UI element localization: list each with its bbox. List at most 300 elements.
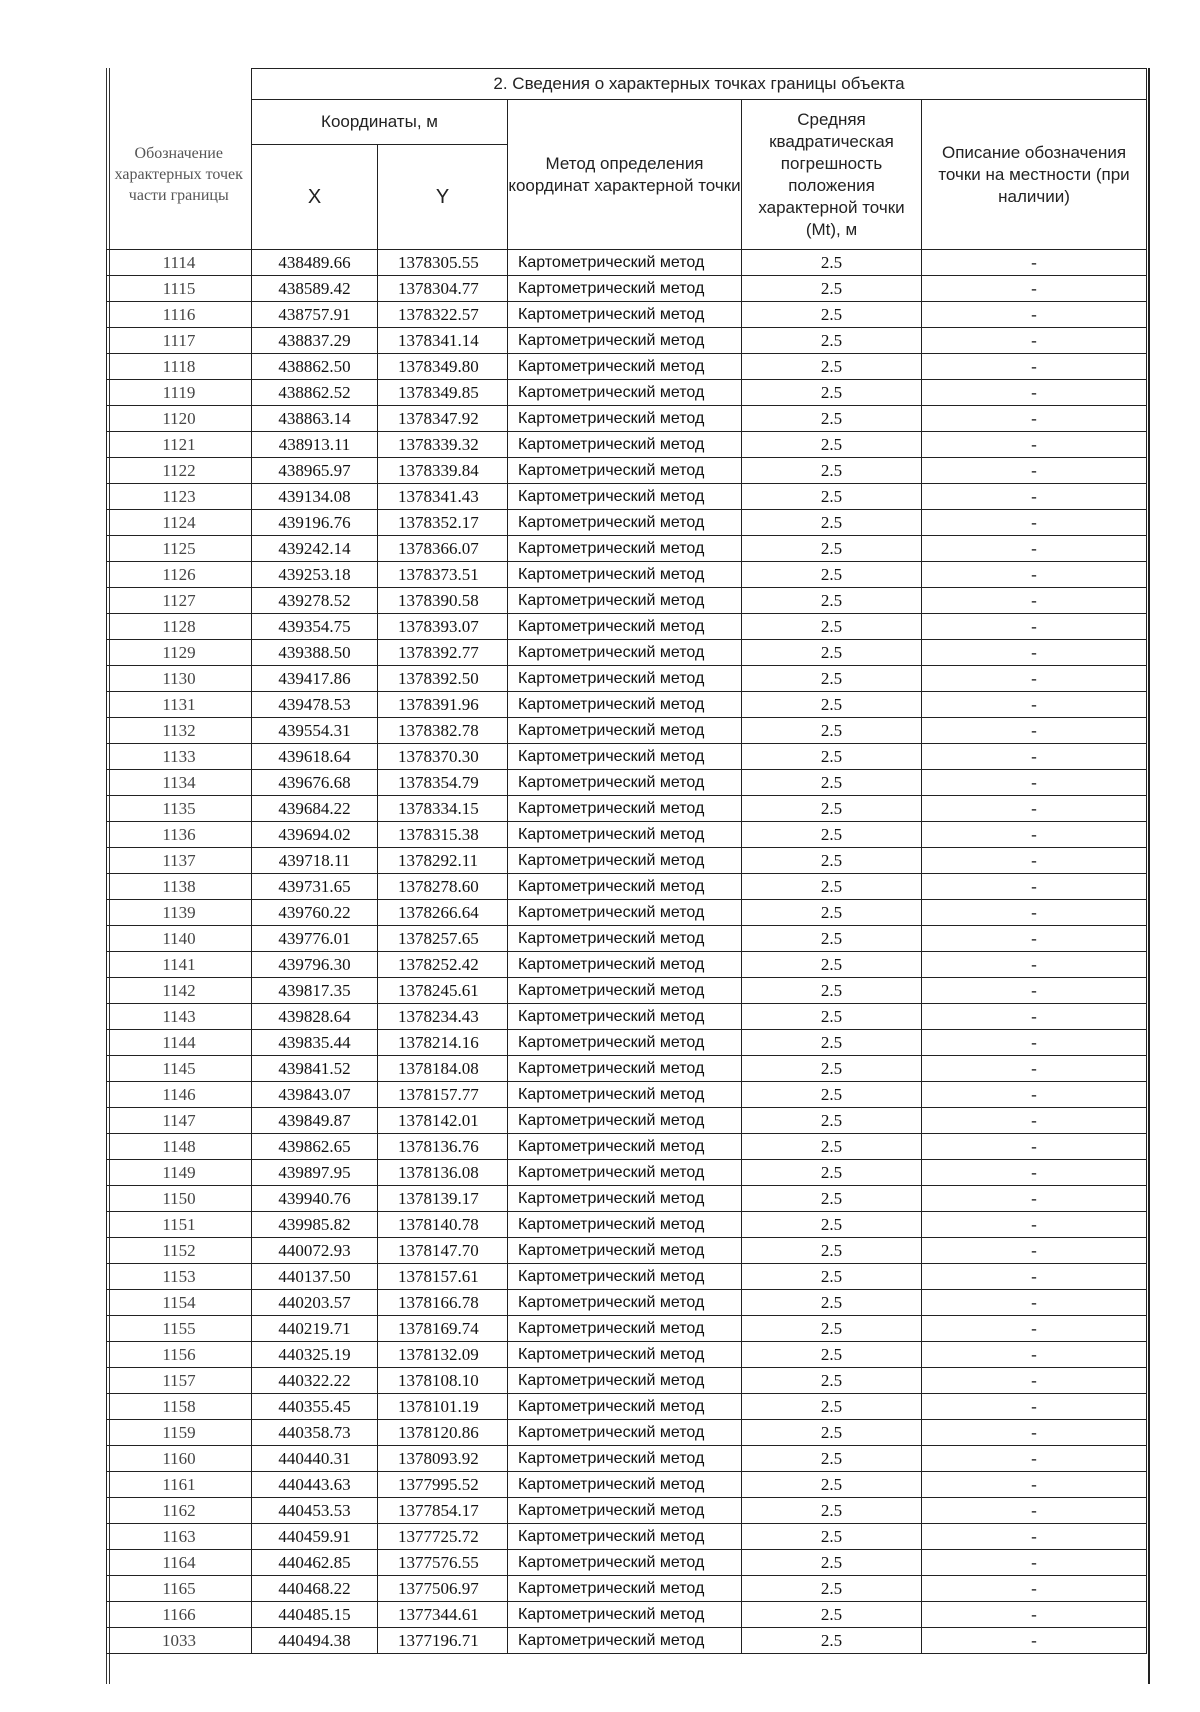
- header-error: Средняя квадратическая погрешность положения характерной точки (Mt), м: [742, 100, 922, 250]
- point-number-cell: 1145: [107, 1056, 252, 1082]
- method-cell: Картометрический метод: [508, 354, 742, 380]
- description-cell: -: [922, 432, 1147, 458]
- description-cell: -: [922, 744, 1147, 770]
- point-number-cell: 1132: [107, 718, 252, 744]
- y-coordinate-cell: 1378305.55: [378, 250, 508, 276]
- point-number-cell: 1137: [107, 848, 252, 874]
- error-cell: 2.5: [742, 1290, 922, 1316]
- description-cell: -: [922, 1628, 1147, 1654]
- y-coordinate-cell: 1378382.78: [378, 718, 508, 744]
- point-number-cell: 1163: [107, 1524, 252, 1550]
- error-cell: 2.5: [742, 796, 922, 822]
- x-coordinate-cell: 440203.57: [252, 1290, 378, 1316]
- method-cell: Картометрический метод: [508, 1082, 742, 1108]
- table-row: [107, 770, 1147, 796]
- table-row: [107, 1628, 1147, 1654]
- method-cell: Картометрический метод: [508, 770, 742, 796]
- x-coordinate-cell: 440443.63: [252, 1472, 378, 1498]
- y-coordinate-cell: 1378169.74: [378, 1316, 508, 1342]
- x-coordinate-cell: 438489.66: [252, 250, 378, 276]
- point-number-cell: 1138: [107, 874, 252, 900]
- y-coordinate-cell: 1377854.17: [378, 1498, 508, 1524]
- x-coordinate-cell: 440440.31: [252, 1446, 378, 1472]
- description-cell: -: [922, 1316, 1147, 1342]
- point-number-cell: 1147: [107, 1108, 252, 1134]
- point-number-cell: 1146: [107, 1082, 252, 1108]
- table-row: [107, 978, 1147, 1004]
- description-cell: -: [922, 406, 1147, 432]
- y-coordinate-cell: 1378304.77: [378, 276, 508, 302]
- x-coordinate-cell: 439940.76: [252, 1186, 378, 1212]
- description-cell: -: [922, 510, 1147, 536]
- x-coordinate-cell: 439478.53: [252, 692, 378, 718]
- point-number-cell: 1166: [107, 1602, 252, 1628]
- method-cell: Картометрический метод: [508, 1134, 742, 1160]
- description-cell: -: [922, 1446, 1147, 1472]
- description-cell: -: [922, 1576, 1147, 1602]
- y-coordinate-cell: 1378234.43: [378, 1004, 508, 1030]
- point-number-cell: 1127: [107, 588, 252, 614]
- error-cell: 2.5: [742, 510, 922, 536]
- y-coordinate-cell: 1378278.60: [378, 874, 508, 900]
- table-row: [107, 302, 1147, 328]
- x-coordinate-cell: 439134.08: [252, 484, 378, 510]
- point-number-cell: 1141: [107, 952, 252, 978]
- x-coordinate-cell: 440462.85: [252, 1550, 378, 1576]
- y-coordinate-cell: 1378108.10: [378, 1368, 508, 1394]
- y-coordinate-cell: 1378339.84: [378, 458, 508, 484]
- point-number-cell: 1131: [107, 692, 252, 718]
- x-coordinate-cell: 438757.91: [252, 302, 378, 328]
- y-coordinate-cell: 1378392.77: [378, 640, 508, 666]
- y-coordinate-cell: 1378214.16: [378, 1030, 508, 1056]
- description-cell: -: [922, 874, 1147, 900]
- y-coordinate-cell: 1378370.30: [378, 744, 508, 770]
- table-row: [107, 796, 1147, 822]
- description-cell: -: [922, 1030, 1147, 1056]
- y-coordinate-cell: 1378142.01: [378, 1108, 508, 1134]
- error-cell: 2.5: [742, 640, 922, 666]
- y-coordinate-cell: 1378157.77: [378, 1082, 508, 1108]
- y-coordinate-cell: 1378349.80: [378, 354, 508, 380]
- method-cell: Картометрический метод: [508, 1186, 742, 1212]
- point-number-cell: 1134: [107, 770, 252, 796]
- y-coordinate-cell: 1378393.07: [378, 614, 508, 640]
- point-number-cell: 1143: [107, 1004, 252, 1030]
- x-coordinate-cell: 440325.19: [252, 1342, 378, 1368]
- y-coordinate-cell: 1378184.08: [378, 1056, 508, 1082]
- table-row: [107, 328, 1147, 354]
- method-cell: Картометрический метод: [508, 588, 742, 614]
- point-number-cell: 1148: [107, 1134, 252, 1160]
- method-cell: Картометрический метод: [508, 1238, 742, 1264]
- error-cell: 2.5: [742, 380, 922, 406]
- error-cell: 2.5: [742, 328, 922, 354]
- error-cell: 2.5: [742, 718, 922, 744]
- description-cell: -: [922, 1524, 1147, 1550]
- y-coordinate-cell: 1378101.19: [378, 1394, 508, 1420]
- method-cell: Картометрический метод: [508, 744, 742, 770]
- table-row: [107, 874, 1147, 900]
- error-cell: 2.5: [742, 536, 922, 562]
- y-coordinate-cell: 1378245.61: [378, 978, 508, 1004]
- description-cell: -: [922, 328, 1147, 354]
- method-cell: Картометрический метод: [508, 1446, 742, 1472]
- x-coordinate-cell: 439843.07: [252, 1082, 378, 1108]
- point-number-cell: 1116: [107, 302, 252, 328]
- x-coordinate-cell: 439676.68: [252, 770, 378, 796]
- point-number-cell: 1124: [107, 510, 252, 536]
- table-row: [107, 1108, 1147, 1134]
- header-coordinates: Координаты, м: [252, 100, 508, 145]
- x-coordinate-cell: 440072.93: [252, 1238, 378, 1264]
- point-number-cell: 1133: [107, 744, 252, 770]
- method-cell: Картометрический метод: [508, 1420, 742, 1446]
- table-row: [107, 406, 1147, 432]
- method-cell: Картометрический метод: [508, 1394, 742, 1420]
- point-number-cell: 1114: [107, 250, 252, 276]
- error-cell: 2.5: [742, 1576, 922, 1602]
- y-coordinate-cell: 1378252.42: [378, 952, 508, 978]
- point-number-cell: 1129: [107, 640, 252, 666]
- header-y: Y: [378, 145, 508, 250]
- error-cell: 2.5: [742, 1602, 922, 1628]
- table-row: [107, 822, 1147, 848]
- error-cell: 2.5: [742, 848, 922, 874]
- method-cell: Картометрический метод: [508, 1056, 742, 1082]
- method-cell: Картометрический метод: [508, 406, 742, 432]
- y-coordinate-cell: 1378339.32: [378, 432, 508, 458]
- x-coordinate-cell: 439684.22: [252, 796, 378, 822]
- table-row: [107, 1004, 1147, 1030]
- description-cell: -: [922, 562, 1147, 588]
- table-row: [107, 926, 1147, 952]
- table-row: [107, 1472, 1147, 1498]
- y-coordinate-cell: 1378322.57: [378, 302, 508, 328]
- error-cell: 2.5: [742, 744, 922, 770]
- method-cell: Картометрический метод: [508, 796, 742, 822]
- error-cell: 2.5: [742, 1316, 922, 1342]
- x-coordinate-cell: 438913.11: [252, 432, 378, 458]
- y-coordinate-cell: 1378334.15: [378, 796, 508, 822]
- table-row: [107, 1420, 1147, 1446]
- header-x: X: [252, 145, 378, 250]
- description-cell: -: [922, 458, 1147, 484]
- table-row: [107, 952, 1147, 978]
- point-number-cell: 1164: [107, 1550, 252, 1576]
- description-cell: -: [922, 1238, 1147, 1264]
- y-coordinate-cell: 1378373.51: [378, 562, 508, 588]
- error-cell: 2.5: [742, 302, 922, 328]
- description-cell: -: [922, 848, 1147, 874]
- description-cell: -: [922, 1134, 1147, 1160]
- x-coordinate-cell: 438862.50: [252, 354, 378, 380]
- error-cell: 2.5: [742, 1446, 922, 1472]
- error-cell: 2.5: [742, 926, 922, 952]
- x-coordinate-cell: 439618.64: [252, 744, 378, 770]
- y-coordinate-cell: 1378292.11: [378, 848, 508, 874]
- table-row: [107, 1290, 1147, 1316]
- description-cell: -: [922, 822, 1147, 848]
- y-coordinate-cell: 1378093.92: [378, 1446, 508, 1472]
- y-coordinate-cell: 1378147.70: [378, 1238, 508, 1264]
- table-body: [107, 250, 1147, 1654]
- y-coordinate-cell: 1378120.86: [378, 1420, 508, 1446]
- method-cell: Картометрический метод: [508, 978, 742, 1004]
- table-row: [107, 1446, 1147, 1472]
- method-cell: Картометрический метод: [508, 1498, 742, 1524]
- table-row: [107, 380, 1147, 406]
- method-cell: Картометрический метод: [508, 1342, 742, 1368]
- x-coordinate-cell: 439253.18: [252, 562, 378, 588]
- right-margin-rule: [1148, 68, 1150, 1684]
- table-row: [107, 1602, 1147, 1628]
- x-coordinate-cell: 438837.29: [252, 328, 378, 354]
- point-number-cell: 1122: [107, 458, 252, 484]
- method-cell: Картометрический метод: [508, 640, 742, 666]
- description-cell: -: [922, 302, 1147, 328]
- table-row: [107, 588, 1147, 614]
- method-cell: Картометрический метод: [508, 432, 742, 458]
- y-coordinate-cell: 1377725.72: [378, 1524, 508, 1550]
- point-number-cell: 1151: [107, 1212, 252, 1238]
- method-cell: Картометрический метод: [508, 510, 742, 536]
- point-number-cell: 1119: [107, 380, 252, 406]
- method-cell: Картометрический метод: [508, 276, 742, 302]
- method-cell: Картометрический метод: [508, 1316, 742, 1342]
- point-number-cell: 1158: [107, 1394, 252, 1420]
- method-cell: Картометрический метод: [508, 458, 742, 484]
- method-cell: Картометрический метод: [508, 1368, 742, 1394]
- point-number-cell: 1161: [107, 1472, 252, 1498]
- y-coordinate-cell: 1378341.43: [378, 484, 508, 510]
- point-number-cell: 1123: [107, 484, 252, 510]
- table-row: [107, 1030, 1147, 1056]
- table-row: [107, 1264, 1147, 1290]
- point-number-cell: 1140: [107, 926, 252, 952]
- point-number-cell: 1135: [107, 796, 252, 822]
- description-cell: -: [922, 614, 1147, 640]
- y-coordinate-cell: 1377995.52: [378, 1472, 508, 1498]
- x-coordinate-cell: 439554.31: [252, 718, 378, 744]
- method-cell: Картометрический метод: [508, 328, 742, 354]
- table-row: [107, 1134, 1147, 1160]
- table-row: [107, 562, 1147, 588]
- table-row: [107, 1186, 1147, 1212]
- x-coordinate-cell: 439796.30: [252, 952, 378, 978]
- method-cell: Картометрический метод: [508, 1160, 742, 1186]
- section-title: 2. Сведения о характерных точках границы объекта: [252, 69, 1147, 100]
- table-row: [107, 1498, 1147, 1524]
- x-coordinate-cell: 440485.15: [252, 1602, 378, 1628]
- description-cell: -: [922, 1004, 1147, 1030]
- method-cell: Картометрический метод: [508, 900, 742, 926]
- x-coordinate-cell: 439278.52: [252, 588, 378, 614]
- y-coordinate-cell: 1378157.61: [378, 1264, 508, 1290]
- title-spacer: [107, 69, 252, 100]
- method-cell: Картометрический метод: [508, 822, 742, 848]
- description-cell: -: [922, 1472, 1147, 1498]
- table-row: [107, 250, 1147, 276]
- description-cell: -: [922, 484, 1147, 510]
- y-coordinate-cell: 1378366.07: [378, 536, 508, 562]
- point-number-cell: 1128: [107, 614, 252, 640]
- method-cell: Картометрический метод: [508, 614, 742, 640]
- error-cell: 2.5: [742, 874, 922, 900]
- x-coordinate-cell: 439242.14: [252, 536, 378, 562]
- point-number-cell: 1157: [107, 1368, 252, 1394]
- description-cell: -: [922, 1160, 1147, 1186]
- x-coordinate-cell: 440322.22: [252, 1368, 378, 1394]
- y-coordinate-cell: 1378136.76: [378, 1134, 508, 1160]
- point-number-cell: 1155: [107, 1316, 252, 1342]
- method-cell: Картометрический метод: [508, 1004, 742, 1030]
- error-cell: 2.5: [742, 250, 922, 276]
- y-coordinate-cell: 1378140.78: [378, 1212, 508, 1238]
- description-cell: -: [922, 718, 1147, 744]
- method-cell: Картометрический метод: [508, 302, 742, 328]
- description-cell: -: [922, 1342, 1147, 1368]
- y-coordinate-cell: 1378266.64: [378, 900, 508, 926]
- description-cell: -: [922, 666, 1147, 692]
- description-cell: -: [922, 952, 1147, 978]
- method-cell: Картометрический метод: [508, 1550, 742, 1576]
- x-coordinate-cell: 438862.52: [252, 380, 378, 406]
- table-row: [107, 900, 1147, 926]
- x-coordinate-cell: 439196.76: [252, 510, 378, 536]
- point-number-cell: 1117: [107, 328, 252, 354]
- y-coordinate-cell: 1378347.92: [378, 406, 508, 432]
- description-cell: -: [922, 1290, 1147, 1316]
- point-number-cell: 1125: [107, 536, 252, 562]
- point-number-cell: 1033: [107, 1628, 252, 1654]
- table-row: [107, 484, 1147, 510]
- method-cell: Картометрический метод: [508, 1602, 742, 1628]
- error-cell: 2.5: [742, 1498, 922, 1524]
- x-coordinate-cell: 439354.75: [252, 614, 378, 640]
- point-number-cell: 1121: [107, 432, 252, 458]
- method-cell: Картометрический метод: [508, 1030, 742, 1056]
- x-coordinate-cell: 439862.65: [252, 1134, 378, 1160]
- boundary-points-table: [106, 68, 1147, 1654]
- header-method: Метод определения координат характерной точки: [508, 100, 742, 250]
- method-cell: Картометрический метод: [508, 1290, 742, 1316]
- table-row: [107, 640, 1147, 666]
- error-cell: 2.5: [742, 1134, 922, 1160]
- error-cell: 2.5: [742, 1030, 922, 1056]
- table-row: [107, 1160, 1147, 1186]
- table-row: [107, 1212, 1147, 1238]
- x-coordinate-cell: 439417.86: [252, 666, 378, 692]
- x-coordinate-cell: 439828.64: [252, 1004, 378, 1030]
- error-cell: 2.5: [742, 666, 922, 692]
- x-coordinate-cell: 438863.14: [252, 406, 378, 432]
- error-cell: 2.5: [742, 1004, 922, 1030]
- x-coordinate-cell: 439694.02: [252, 822, 378, 848]
- description-cell: -: [922, 1498, 1147, 1524]
- point-number-cell: 1159: [107, 1420, 252, 1446]
- description-cell: -: [922, 926, 1147, 952]
- y-coordinate-cell: 1378315.38: [378, 822, 508, 848]
- error-cell: 2.5: [742, 1082, 922, 1108]
- error-cell: 2.5: [742, 900, 922, 926]
- error-cell: 2.5: [742, 1342, 922, 1368]
- header-description: Описание обозначения точки на местности (при наличии): [922, 100, 1147, 250]
- y-coordinate-cell: 1378139.17: [378, 1186, 508, 1212]
- description-cell: -: [922, 1186, 1147, 1212]
- x-coordinate-cell: 440355.45: [252, 1394, 378, 1420]
- error-cell: 2.5: [742, 432, 922, 458]
- header-designation: Обозначение характерных точек части границы: [107, 100, 252, 250]
- description-cell: -: [922, 1056, 1147, 1082]
- error-cell: 2.5: [742, 1238, 922, 1264]
- x-coordinate-cell: 440459.91: [252, 1524, 378, 1550]
- point-number-cell: 1152: [107, 1238, 252, 1264]
- description-cell: -: [922, 536, 1147, 562]
- method-cell: Картометрический метод: [508, 1108, 742, 1134]
- table-row: [107, 510, 1147, 536]
- point-number-cell: 1160: [107, 1446, 252, 1472]
- x-coordinate-cell: 440219.71: [252, 1316, 378, 1342]
- y-coordinate-cell: 1378391.96: [378, 692, 508, 718]
- method-cell: Картометрический метод: [508, 718, 742, 744]
- point-number-cell: 1153: [107, 1264, 252, 1290]
- description-cell: -: [922, 640, 1147, 666]
- method-cell: Картометрический метод: [508, 380, 742, 406]
- description-cell: -: [922, 770, 1147, 796]
- x-coordinate-cell: 439835.44: [252, 1030, 378, 1056]
- x-coordinate-cell: 438589.42: [252, 276, 378, 302]
- x-coordinate-cell: 440358.73: [252, 1420, 378, 1446]
- table-row: [107, 354, 1147, 380]
- table-row: [107, 1056, 1147, 1082]
- table-row: [107, 432, 1147, 458]
- method-cell: Картометрический метод: [508, 536, 742, 562]
- error-cell: 2.5: [742, 1472, 922, 1498]
- x-coordinate-cell: 440468.22: [252, 1576, 378, 1602]
- description-cell: -: [922, 1420, 1147, 1446]
- table-row: [107, 848, 1147, 874]
- x-coordinate-cell: 439817.35: [252, 978, 378, 1004]
- y-coordinate-cell: 1377196.71: [378, 1628, 508, 1654]
- description-cell: -: [922, 692, 1147, 718]
- error-cell: 2.5: [742, 1368, 922, 1394]
- table-row: [107, 1394, 1147, 1420]
- table-row: [107, 536, 1147, 562]
- y-coordinate-cell: 1378257.65: [378, 926, 508, 952]
- method-cell: Картометрический метод: [508, 250, 742, 276]
- table-row: [107, 744, 1147, 770]
- table-row: [107, 1576, 1147, 1602]
- method-cell: Картометрический метод: [508, 1264, 742, 1290]
- x-coordinate-cell: 439776.01: [252, 926, 378, 952]
- y-coordinate-cell: 1378349.85: [378, 380, 508, 406]
- description-cell: -: [922, 1082, 1147, 1108]
- x-coordinate-cell: 439760.22: [252, 900, 378, 926]
- description-cell: -: [922, 1108, 1147, 1134]
- error-cell: 2.5: [742, 1160, 922, 1186]
- description-cell: -: [922, 354, 1147, 380]
- error-cell: 2.5: [742, 406, 922, 432]
- method-cell: Картометрический метод: [508, 952, 742, 978]
- table-row: [107, 276, 1147, 302]
- point-number-cell: 1142: [107, 978, 252, 1004]
- table-row: [107, 1238, 1147, 1264]
- table-row: [107, 1550, 1147, 1576]
- table-row: [107, 666, 1147, 692]
- description-cell: -: [922, 796, 1147, 822]
- table-row: [107, 1082, 1147, 1108]
